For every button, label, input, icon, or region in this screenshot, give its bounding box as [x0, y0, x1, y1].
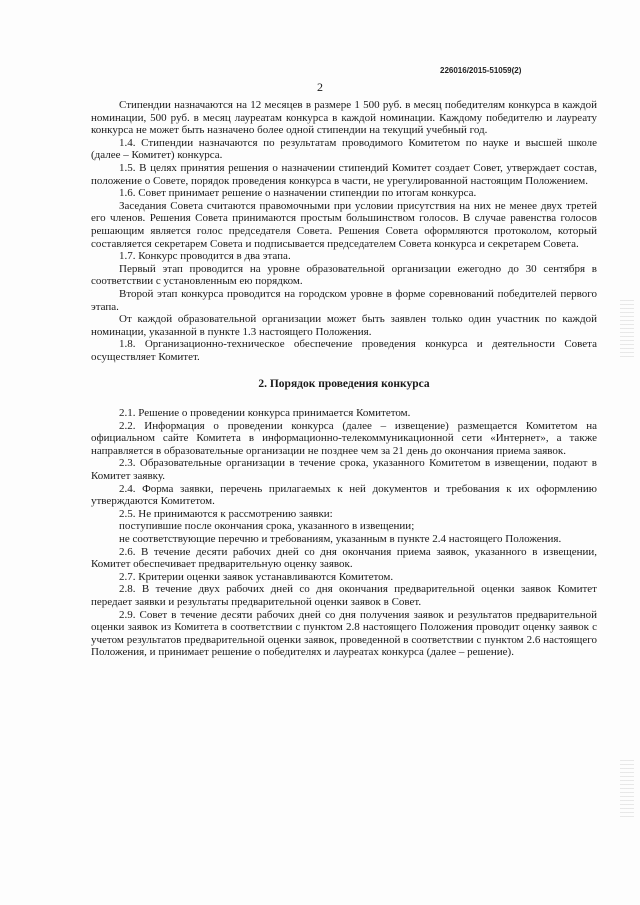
document-body — [91, 99, 597, 659]
paragraph: 2.1. Решение о проведении конкурса принимается Комитетом. — [119, 407, 411, 420]
paragraph: От каждой образовательной организации может быть заявлен только один участник по каждой номинации, указанной в пункте 1.3 настоящего Положения. — [91, 313, 597, 338]
paragraph: 2.2. Информация о проведении конкурса (далее – извещение) размещается Комитетом на официальном сайте Комитета в информационно-телекоммуникационной сети «Интернет», а также направляется в образовательные организации не позднее чем за 21 день до окончания приема заявок. — [91, 419, 597, 457]
scan-edge-artifact — [620, 760, 634, 820]
document-registration-code: 226016/2015-51059(2) — [440, 66, 522, 75]
page-number: 2 — [317, 80, 323, 94]
paragraph: 2.5. Не принимаются к рассмотрению заявки: — [119, 507, 333, 520]
paragraph: 1.8. Организационно-техническое обеспечение проведения конкурса и деятельности Совета осуществляет Комитет. — [91, 338, 597, 363]
paragraph: 2.9. Совет в течение десяти рабочих дней со дня получения заявок и результатов предварительной оценки заявок из Комитета в соответствии с пунктом 2.8 настоящего Положения проводит оценку заявок с учетом результатов предварительной оценки заявок, проведенной в соответствии с пунктом 2.6 настоящего Положения, и принимает решение о победителях и лауреатах конкурса (далее – решение). — [91, 608, 597, 659]
paragraph: 2.7. Критерии оценки заявок устанавливаются Комитетом. — [119, 570, 394, 583]
paragraph: 1.6. Совет принимает решение о назначении стипендии по итогам конкурса. — [119, 187, 477, 200]
paragraph: 1.4. Стипендии назначаются по результатам проводимого Комитетом по науке и высшей школе (далее – Комитет) конкурса. — [91, 136, 597, 162]
paragraph: 2.6. В течение десяти рабочих дней со дня окончания приема заявок, указанного в извещении, Комитет обеспечивает предварительную оценку заявок. — [91, 545, 597, 571]
paragraph: поступившие после окончания срока, указанного в извещении; — [119, 520, 415, 533]
paragraph: Первый этап проводится на уровне образовательной организации ежегодно до 30 сентября в соответствии с установленным ею порядком. — [91, 262, 597, 288]
paragraph: не соответствующие перечню и требованиям, указанным в пункте 2.4 настоящего Положения. — [119, 533, 562, 545]
paragraph: Второй этап конкурса проводится на городском уровне в форме соревнований победителей первого этапа. — [91, 287, 597, 313]
paragraph: Стипендии назначаются на 12 месяцев в размере 1 500 руб. в месяц победителям конкурса в каждой номинации, 500 руб. в месяц лауреатам конкурса в каждой номинации. Каждому победителю и лауреату конкурса не может быть назначено более одной стипендии на текущий учебный год. — [91, 99, 597, 137]
paragraph: 1.7. Конкурс проводится в два этапа. — [119, 250, 291, 263]
section-heading: 2. Порядок проведения конкурса — [258, 378, 430, 391]
paragraph: 2.8. В течение двух рабочих дней со дня окончания предварительной оценки заявок Комитет передает заявки и результаты предварительной оценки заявок в Совет. — [91, 583, 597, 608]
paragraph: 1.5. В целях принятия решения о назначении стипендий Комитет создает Совет, утверждает состав, положение о Совете, порядок проведения конкурса в части, не урегулированной настоящим Положением. — [91, 161, 597, 187]
paragraph: 2.3. Образовательные организации в течение срока, указанного Комитетом в извещении, подают в Комитет заявку. — [91, 457, 597, 483]
paragraph: 2.4. Форма заявки, перечень прилагаемых к ней документов и требования к их оформлению утверждаются Комитетом. — [91, 482, 597, 508]
scan-edge-artifact — [620, 300, 634, 360]
paragraph: Заседания Совета считаются правомочными при условии присутствия на них не менее двух третей его членов. Решения Совета принимаются простым большинством голосов. В случае равенства голосов решающим является голос председателя Совета. Решения Совета оформляются протоколом, который составляется секретарем Совета и подписывается председателем Совета конкурса и секретарем Совета. — [91, 199, 597, 250]
